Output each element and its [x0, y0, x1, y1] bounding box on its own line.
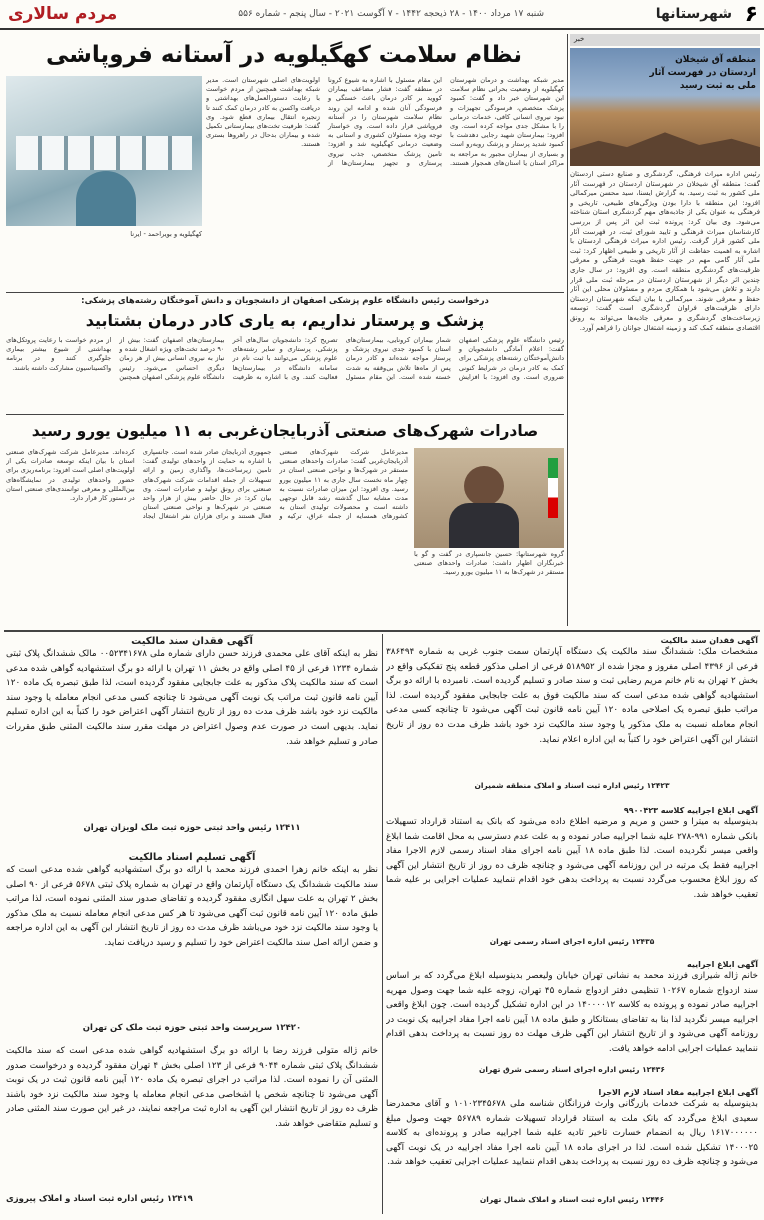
sidebar-tag: خبر	[570, 34, 760, 46]
hospital-beds	[16, 136, 192, 170]
sidebar-title: منطقه آق شیخلان اردستان در فهرست آثار ملی به ثبت رسید	[649, 55, 756, 91]
section-title: شهرستانها	[655, 6, 732, 22]
article3-headline: صادرات شهرک‌های صنعتی آذربایجان‌غربی به ۱۱ میلیون یورو رسید	[31, 422, 539, 440]
ad6-body: خانم ژاله شیرازی فرزند محمد به نشانی تهران خیابان ولیعصر بدینوسیله ابلاغ می‌گردد که بر اساس سند ازدواج شماره ۱۰۲۶۷ تنظیمی دفتر ازدواج شماره ۴۵ تهران، زوجه علیه شما جهت وصول مهریه اجراییه صادر نموده و پرونده به کلاسه ۱۴۰۰۰۰۱۲ در این اداره تشکیل گردیده است. چون ابلاغ واقعی اجراییه میسر نگردید لذا بنا به تقاضای بستانکار و طبق ماده ۱۸ آیین نامه اجرا مفاد اجراییه یک نوبت در روزنامه آگهی می‌شود و از تاریخ انتشار این آگهی ظرف مهلت ده روز نسبت به پرداخت بدهی اقدام ننمایید عملیات اجرایی ادامه خواهد یافت.	[386, 971, 758, 1054]
article1-caption: کهگیلویه و بویراحمد - ایرنا	[130, 230, 202, 238]
ad-left-3	[6, 1044, 378, 1214]
article3-body: مدیرعامل شرکت شهرک‌های صنعتی آذربایجان‌غربی گفت: صادرات واحدهای صنعتی مستقر در شهرک‌ها و نواحی صنعتی استان در چهار ماه نخست سال جاری به ۱۱ میلیون یورو رسید. وی افزود: این میزان صادرات نسبت به مدت مشابه سال گذشته رشد قابل توجهی داشته است و محصولات تولیدی استان به کشورهای همسایه از جمله عراق، ترکیه و جمهوری آذربایجان صادر شده است. جانسپاری با اشاره به حمایت از واحدهای تولیدی گفت: تامین زیرساخت‌ها، واگذاری زمین و ارائه تسهیلات از جمله اقدامات شرکت شهرک‌های صنعتی برای رونق تولید و صادرات است. وی بیان کرد: در حال حاضر بیش از هزار واحد صنعتی در شهرک‌ها و نواحی صنعتی استان فعال هستند و برای هزاران نفر اشتغال ایجاد کرده‌اند. مدیرعامل شرکت شهرک‌های صنعتی استان با بیان اینکه توسعه صادرات یکی از اولویت‌های اصلی است افزود: برنامه‌ریزی برای حضور واحدهای تولیدی در نمایشگاه‌های بین‌المللی و معرفی توانمندی‌های صنعتی استان در دستور کار قرار دارد.	[6, 448, 408, 521]
mountain-shape	[570, 124, 760, 166]
article3-photo	[414, 448, 564, 548]
ad-right-1	[386, 636, 758, 802]
ad4-body: مشخصات ملک: ششدانگ سند مالکیت یک دستگاه آپارتمان سمت جنوب غربی به شماره ۳۸۶۴۹۴ فرعی از ۴۳۹۶ اصلی مفروز و مجزا شده از ۵۱۸۹۵۲ فرعی از اصلی مذکور قطعه پنج تفکیکی واقع در بخش ۲ تهران به نام خانم مریم رضایی ثبت و سند صادر و تسلیم گردیده است. نامبرده با ارائه دو برگ استشهادیه گواهی شده مدعی است که سند مالکیت فوق به علت جابجایی مفقود گردیده است. لذا مراتب طبق تبصره یک اصلاحی ماده ۱۲۰ آیین نامه قانون ثبت آگهی می‌شود تا چنانچه کسی مدعی انجام معامله نسبت به ملک مذکور یا وجود سند مالکیت نزد خود باشد ظرف مدت ده روز از تاریخ انتشار این آگهی اعتراض خود را کتباً به این اداره اعلام نماید.	[386, 647, 758, 745]
ad2-title: آگهی تسلیم اسناد مالکیت	[128, 852, 256, 863]
ads-column-divider	[382, 634, 383, 1214]
ad4-title: آگهی فقدان سند مالکیت	[660, 636, 758, 645]
ad-right-4	[386, 1088, 758, 1214]
sidebar-body: رئیس اداره میراث فرهنگی، گردشگری و صنایع دستی اردستان گفت: منطقه آق شیخلان در شهرستان اردستان در فهرست آثار ملی کشور به ثبت رسید. به گزارش ایسنا، سید محسن میرکمالی افزود: این منطقه با دارا بودن ویژگی‌های طبیعی، تاریخی و فرهنگی به عنوان یکی از جاذبه‌های مهم گردشگری استان شناخته می‌شود. وی بیان کرد: پرونده ثبت این اثر پس از بررسی کارشناسان میراث فرهنگی و تایید شورای ثبت، در فهرست آثار ملی کشور قرار گرفت. رئیس اداره میراث فرهنگی اردستان با اشاره به اهمیت حفاظت از آثار تاریخی و طبیعی اظهار کرد: ثبت ملی آثار گامی مهم در جهت حفظ هویت فرهنگی و معرفی ظرفیت‌های گردشگری منطقه است. وی افزود: در سال جاری چندین اثر دیگر از شهرستان اردستان در مرحله ثبت ملی قرار دارند و تلاش می‌شود با همکاری مردم و مسئولان محلی این آثار حفظ و معرفی شوند. میرکمالی با بیان اینکه شهرستان اردستان دارای ظرفیت‌های فراوان گردشگری است گفت: توسعه زیرساخت‌های گردشگری و معرفی جاذبه‌ها می‌تواند به رونق اقتصادی منطقه کمک کند و زمینه اشتغال جوانان را فراهم آورد.	[570, 170, 760, 332]
column-divider	[567, 34, 568, 626]
article3-photo-caption: گروه شهرستانها: حسین جانسپاری در گفت و گو با خبرنگاران اظهار داشت: صادرات واحدهای صنعتی مستقر در شهرک‌ها به ۱۱ میلیون یورو رسید.	[414, 550, 564, 577]
date-line: شنبه ۱۷ مرداد ۱۴۰۰ - ۲۸ ذیحجه ۱۴۴۲ - ۷ آگوست ۲۰۲۱ - سال پنجم - شماره ۵۵۶	[238, 9, 544, 19]
ad3-footer: ۱۲۴۱۹ رئیس اداره ثبت اسناد و املاک پیروزی	[6, 1194, 193, 1204]
flag-shape	[548, 458, 558, 518]
ad7-body: بدینوسیله به شرکت خدمات بازرگانی وارث فرزانگان شناسه ملی ۱۰۱۰۲۳۴۵۶۷۸ و آقای محمدرضا سعیدی ابلاغ می‌گردد که بانک ملت به استناد قرارداد تسهیلات شماره ۵۶۷۸۹ جهت وصول مبلغ ۱۶۱۷۰۰۰۰۰۰ ریال به انضمام خسارت تاخیر تادیه علیه شما اجراییه صادر و پرونده‌ای به کلاسه ۱۴۰۰۰۲۵ تشکیل شده است. لذا در اجرای ماده ۱۸ آیین نامه اجرا مفاد اجراییه در یک نوبت آگهی می‌شود و چنانچه ظرف ده روز نسبت به پرداخت بدهی اقدام ننمایید عملیات اجرایی تعقیب خواهد شد.	[386, 1099, 758, 1168]
article3-divider	[6, 414, 564, 415]
sidebar-news	[570, 34, 760, 626]
ad1-footer: ۱۲۴۱۱ رئیس واحد ثبتی حوزه ثبت ملک لویزان تهران	[83, 823, 301, 833]
ad1-title: آگهی فقدان سند مالکیت	[131, 636, 253, 647]
speaker-body	[449, 503, 519, 548]
ad-left-1	[6, 636, 378, 848]
ad4-footer: ۱۲۴۲۳ رئیس اداره ثبت اسناد و املاک منطقه شمیران	[474, 781, 670, 790]
ad5-footer: ۱۲۴۳۵ رئیس اداره اجرای اسناد رسمی تهران	[489, 937, 655, 946]
ad5-title: آگهی ابلاغ اجراییه کلاسه ۹۹۰۰۴۲۳	[623, 806, 758, 815]
speaker-figure	[464, 466, 504, 506]
medical-staff	[76, 171, 136, 226]
ad2-body: نظر به اینکه خانم زهرا احمدی فرزند محمد با ارائه دو برگ استشهادیه گواهی شده مدعی است که سند مالکیت ششدانگ یک دستگاه آپارتمان واقع در تهران به شماره پلاک ثبتی ۵۶۷۸ فرعی از ۹۰ اصلی بخش ۲ تهران به علت سهل انگاری مفقود گردیده و تقاضای صدور سند المثنی نموده است، لذا مراتب طبق ماده ۱۲۰ آیین نامه قانون ثبت آگهی می‌شود تا هر کس مدعی انجام معامله نسبت به ملک مذکور یا وجود سند مالکیت نزد خود می‌باشد ظرف مدت ده روز از تاریخ انتشار این آگهی به این اداره مراجعه و ضمن ارائه اصل سند مالکیت اعتراض خود را تسلیم و رسید دریافت نماید.	[6, 865, 378, 948]
article2-headline: پزشک و پرستار نداریم، به یاری کادر درمان بشتابید	[85, 311, 485, 330]
article1-body: مدیر شبکه بهداشت و درمان شهرستان کهگیلویه از وضعیت بحرانی نظام سلامت این شهرستان خبر داد و گفت: کمبود پزشک متخصص، فرسودگی تجهیزات و نبود نیروی انسانی کافی، خدمات درمانی را با مشکل جدی مواجه کرده است. وی افزود: بیمارستان شهید رجایی دهدشت با کمبود شدید پرستار و پزشک روبه‌رو است و بسیاری از بیماران مجبور به مراجعه به مراکز استان یا استان‌های همجوار هستند. این مقام مسئول با اشاره به شیوع کرونا در منطقه گفت: فشار مضاعف بیماران کووید بر کادر درمان باعث خستگی و فرسودگی آنان شده و ادامه این روند نظام سلامت شهرستان را در آستانه فروپاشی قرار داده است. وی خواستار توجه ویژه مسئولان کشوری و استانی به وضعیت درمانی کهگیلویه شد و افزود: تامین پزشک متخصص، جذب نیروی پرستاری و تجهیز بیمارستان‌ها از اولویت‌های اصلی شهرستان است. مدیر شبکه بهداشت همچنین از مردم خواست با رعایت دستورالعمل‌های بهداشتی و دریافت واکسن به کادر درمان کمک کنند تا زنجیره انتقال بیماری قطع شود. وی گفت: ظرفیت تخت‌های بیمارستانی تکمیل شده و بیماران بدحال در راهروها بستری هستند.	[206, 76, 564, 167]
page-header	[0, 0, 764, 30]
article2-divider	[6, 292, 564, 293]
ad6-footer: ۱۲۴۳۶ رئیس اداره اجرای اسناد رسمی شرق تهران	[479, 1065, 665, 1074]
ad7-footer: ۱۲۴۴۶ رئیس اداره ثبت اسناد و املاک شمال تهران	[479, 1195, 665, 1204]
ad5-body: بدینوسیله به میترا و حسن و مریم و مرضیه اطلاع داده می‌شود که بانک به استناد قرارداد تسهیلات بانکی شماره ۹۹۱-۲۷۸ علیه شما اجراییه صادر نموده و به علت عدم دسترسی به محل اقامت شما ابلاغ واقعی میسر نگردیده است. لذا طبق ماده ۱۸ آیین نامه اجرای مفاد اسناد رسمی لازم الاجرا مفاد اجراییه فقط یک مرتبه در این روزنامه آگهی می‌شود و چنانچه ظرف ده روز از تاریخ انتشار این آگهی که روز ابلاغ محسوب می‌گردد نسبت به پرداخت بدهی خود اقدام ننمایید عملیات اجرایی بر علیه شما تعقیب خواهد شد.	[386, 817, 758, 900]
ad7-title: آگهی ابلاغ اجراییه مفاد اسناد لازم الاجرا	[598, 1088, 758, 1097]
article2-body: رئیس دانشگاه علوم پزشکی اصفهان گفت: اعلام آمادگی دانشجویان و دانش‌آموختگان رشته‌های پزشکی برای کمک به کادر درمان در شرایط کنونی ضروری است. وی افزود: با افزایش شمار بیماران کرونایی، بیمارستان‌های استان با کمبود جدی نیروی پزشک و پرستار مواجه شده‌اند و کادر درمان پس از ماه‌ها تلاش بی‌وقفه به شدت خسته شده است. این مقام مسئول تصریح کرد: دانشجویان سال‌های آخر پزشکی، پرستاری و سایر رشته‌های علوم پزشکی می‌توانند با ثبت نام در سامانه دانشگاه در بیمارستان‌ها فعالیت کنند. وی با اشاره به ظرفیت بیمارستان‌های اصفهان گفت: بیش از ۹۰ درصد تخت‌های ویژه اشغال شده و نیاز به نیروی انسانی بیش از هر زمان دیگری احساس می‌شود. رئیس دانشگاه علوم پزشکی اصفهان همچنین از مردم خواست با رعایت پروتکل‌های بهداشتی از شیوع بیشتر بیماری جلوگیری کنند و در برنامه واکسیناسیون مشارکت داشته باشند.	[6, 336, 564, 381]
ad3-body: خانم ژاله متولی فرزند رضا با ارائه دو برگ استشهادیه گواهی شده مدعی است که سند مالکیت ششدانگ پلاک ثبتی شماره ۹۰۴۴ فرعی از ۱۲۳ اصلی بخش ۴ تهران مفقود گردیده و درخواست صدور المثنی آن را نموده است. لذا مراتب در اجرای تبصره یک ماده ۱۲۰ آیین نامه قانون ثبت در یک نوبت آگهی می‌شود تا چنانچه شخص یا اشخاصی مدعی انجام معامله یا وجود سند مالکیت نزد خود باشند ظرف ده روز از تاریخ انتشار این آگهی به اداره ثبت مراجعه نمایند، در غیر این صورت سند المثنی صادر و تسلیم متقاضی خواهد شد.	[6, 1046, 378, 1129]
article1-photo	[6, 76, 202, 226]
ads-top-rule	[4, 630, 760, 632]
page-number: ۶	[744, 2, 758, 27]
ad6-title: آگهی ابلاغ اجراییه	[687, 960, 758, 969]
ad-left-2	[6, 852, 378, 1040]
ad2-footer: ۱۲۴۲۰ سرپرست واحد ثبتی حوزه ثبت ملک کن تهران	[82, 1023, 302, 1033]
sidebar-photo	[570, 48, 760, 166]
article1-headline: نظام سلامت کهگیلویه در آستانه فروپاشی	[46, 42, 522, 68]
newspaper-name: مردم سالاری	[8, 4, 118, 24]
ad-right-3	[386, 960, 758, 1084]
article2-kicker: درخواست رئیس دانشگاه علوم پزشکی اصفهان از دانشجویان و دانش آموختگان رشته‌های پزشکی:	[81, 296, 489, 306]
ad1-body: نظر به اینکه آقای علی محمدی فرزند حسن دارای شماره ملی ۰۰۵۲۳۴۱۶۷۸ مالک ششدانگ پلاک ثبتی شماره ۱۲۳۴ فرعی از ۴۵ اصلی واقع در بخش ۱۱ تهران با ارائه دو برگ استشهادیه گواهی شده مدعی است که سند مالکیت پلاک مذکور به علت جابجایی مفقود گردیده است، لذا طبق تبصره یک ماده ۱۲۰ آیین نامه قانون ثبت مراتب یک نوبت آگهی می‌شود تا چنانچه کسی مدعی انجام معامله یا وجود سند مالکیت نزد خود باشد ظرف مدت ده روز از تاریخ انتشار آگهی اعتراض خود را کتباً به این اداره تسلیم نماید. بدیهی است در صورت عدم وصول اعتراض در مهلت مقرر سند مالکیت المثنی طبق مقررات صادر و تسلیم خواهد شد.	[6, 649, 378, 747]
ad-right-2	[386, 806, 758, 956]
